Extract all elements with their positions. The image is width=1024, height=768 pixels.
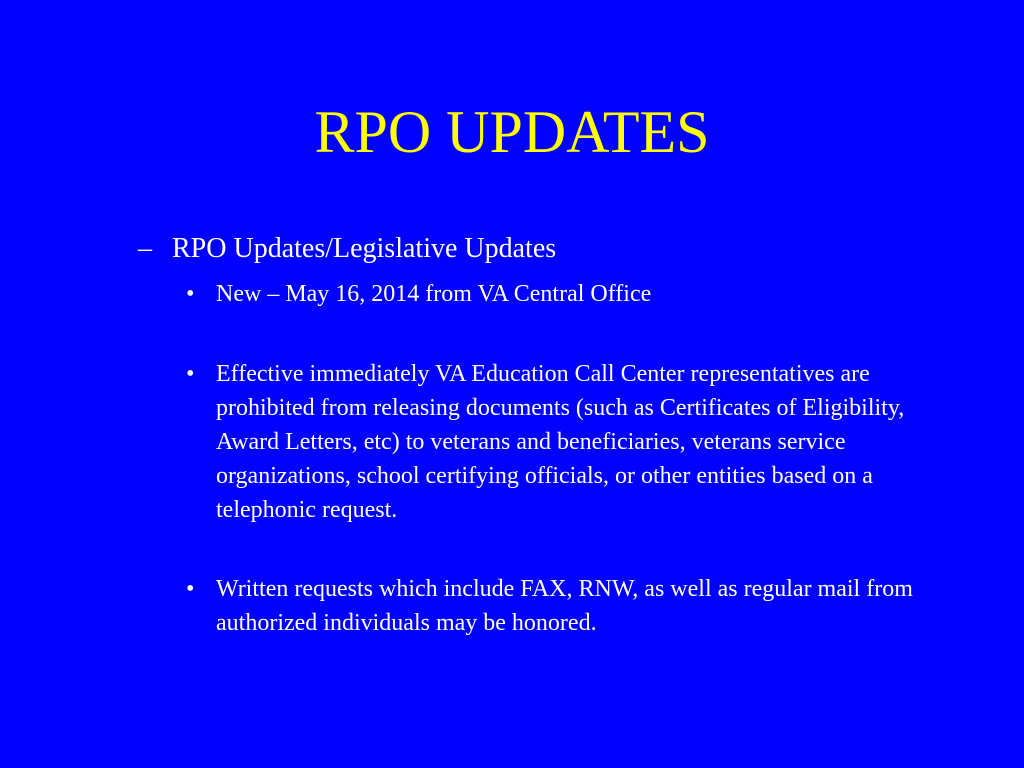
bullet-list-3 <box>186 572 946 640</box>
bullet-list-2 <box>186 357 946 527</box>
bullet-text: Effective immediately VA Education Call Center representatives are prohibited from releasing documents (such as Certificates of Eligibility, Award Letters, etc) to veterans and beneficiaries, veterans service organizations, school certifying officials, or other entities based on a telephonic request. <box>216 361 905 523</box>
bullet-marker: • <box>186 576 195 602</box>
subheading-text: RPO Updates/Legislative Updates <box>172 233 557 264</box>
slide-title: RPO UPDATES <box>314 99 710 165</box>
bullet-marker: • <box>186 361 195 387</box>
bullet-item <box>186 277 946 311</box>
bullet-text: New – May 16, 2014 from VA Central Office <box>216 281 652 307</box>
bullet-list-1 <box>186 277 946 311</box>
bullet-item <box>186 572 946 640</box>
bullet-marker: • <box>186 281 195 307</box>
subheading <box>138 232 556 266</box>
dash-marker: – <box>138 233 152 264</box>
bullet-text: Written requests which include FAX, RNW, as well as regular mail from authorized individuals may be honored. <box>216 576 913 636</box>
bullet-item <box>186 357 946 527</box>
